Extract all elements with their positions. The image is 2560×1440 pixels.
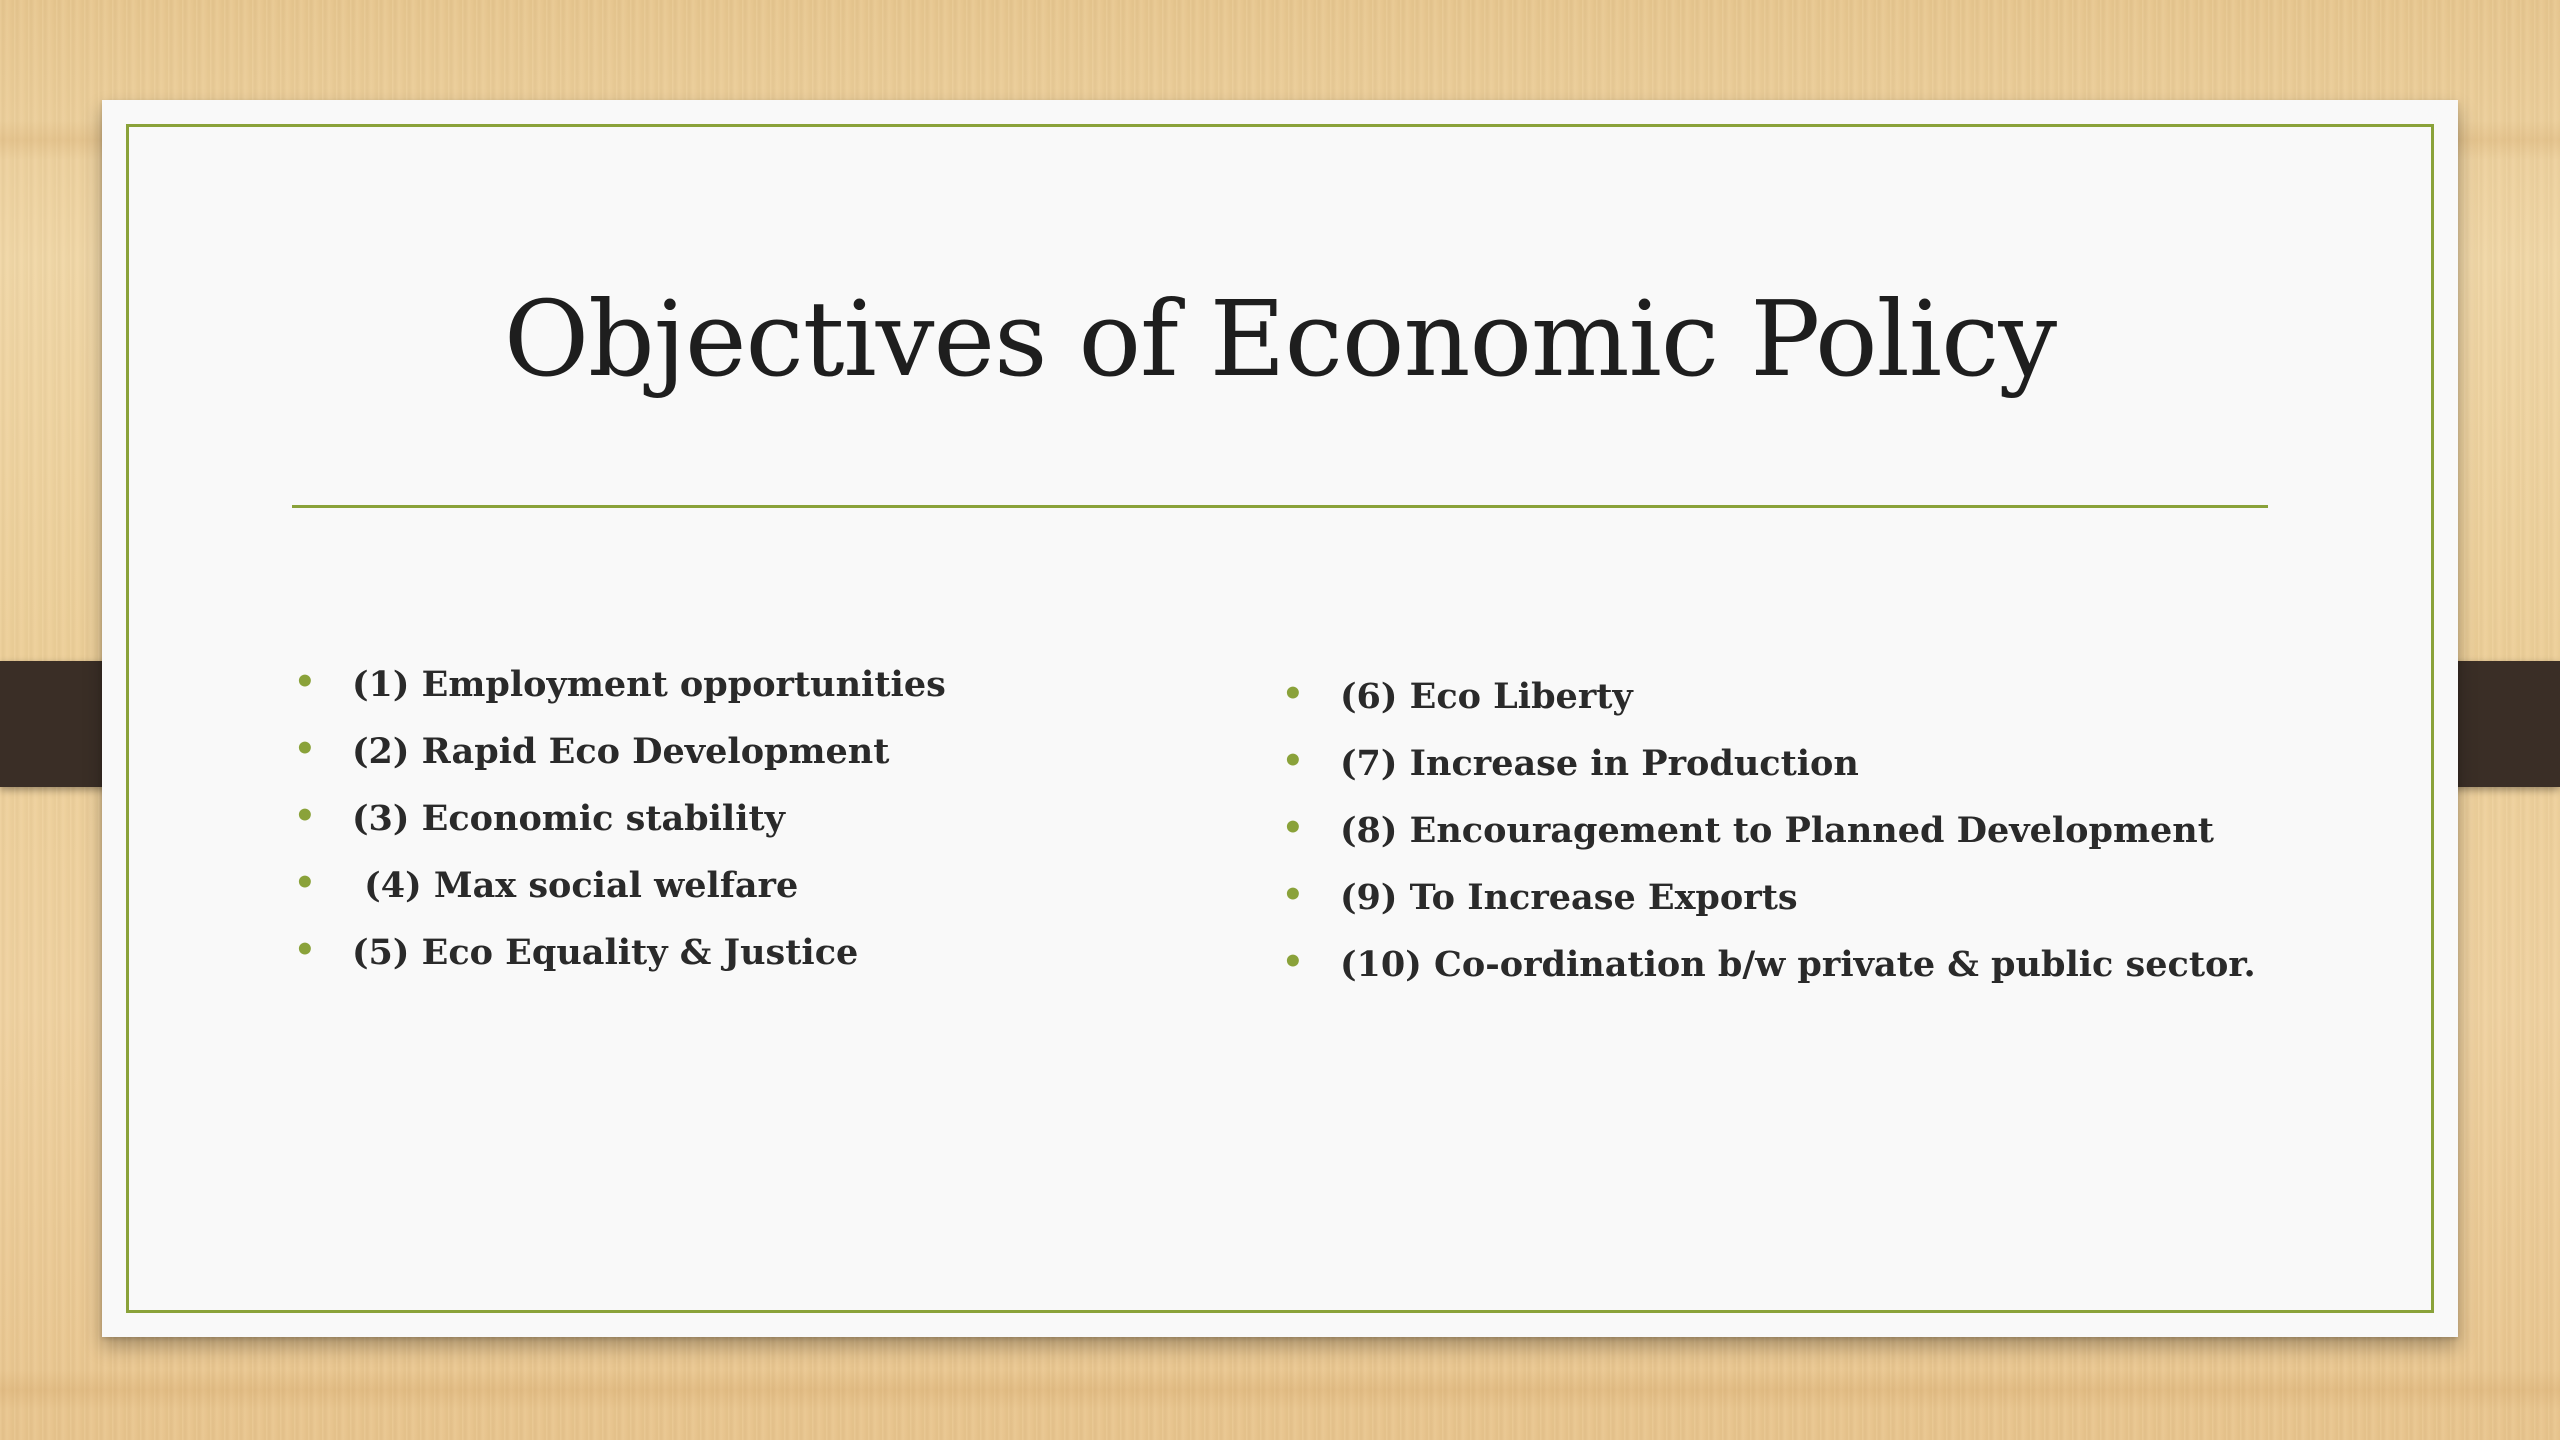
bullet-icon: • <box>1282 942 1304 982</box>
list-item <box>1280 806 2256 873</box>
bullet-icon: • <box>1282 741 1304 781</box>
bullet-icon: • <box>294 796 316 836</box>
list-item-text: (8) Encouragement to Planned Development <box>1340 810 2214 851</box>
bullet-icon: • <box>1282 875 1304 915</box>
bullet-icon: • <box>294 662 316 702</box>
list-item-text: (10) Co-ordination b/w private & public sector. <box>1340 944 2256 985</box>
list-item <box>292 794 946 861</box>
bullet-icon: • <box>294 863 316 903</box>
list-item-text: (7) Increase in Production <box>1340 743 1859 784</box>
list-item <box>1280 873 2256 940</box>
list-item <box>292 928 946 995</box>
list-item-text: (2) Rapid Eco Development <box>352 731 890 772</box>
list-item-text: (9) To Increase Exports <box>1340 877 1798 918</box>
list-item <box>1280 739 2256 806</box>
left-bullet-list <box>292 660 946 995</box>
list-item-text: (5) Eco Equality & Justice <box>352 932 859 973</box>
slide-title: Objectives of Economic Policy <box>503 278 2057 400</box>
bullet-icon: • <box>294 930 316 970</box>
list-item-text: (3) Economic stability <box>352 798 786 839</box>
bullet-icon: • <box>294 729 316 769</box>
list-item <box>292 660 946 727</box>
right-bullet-list <box>1280 672 2256 1007</box>
list-item-text: (1) Employment opportunities <box>352 664 946 705</box>
slide-paper <box>102 100 2458 1337</box>
title-divider <box>292 505 2268 508</box>
wood-texture <box>0 1370 2560 1410</box>
list-item-text: (4) Max social welfare <box>352 865 799 906</box>
bullet-icon: • <box>1282 808 1304 848</box>
list-item <box>292 861 946 928</box>
list-item <box>1280 940 2256 1007</box>
list-item <box>1280 672 2256 739</box>
list-item <box>292 727 946 794</box>
bullet-icon: • <box>1282 674 1304 714</box>
list-item-text: (6) Eco Liberty <box>1340 676 1633 717</box>
